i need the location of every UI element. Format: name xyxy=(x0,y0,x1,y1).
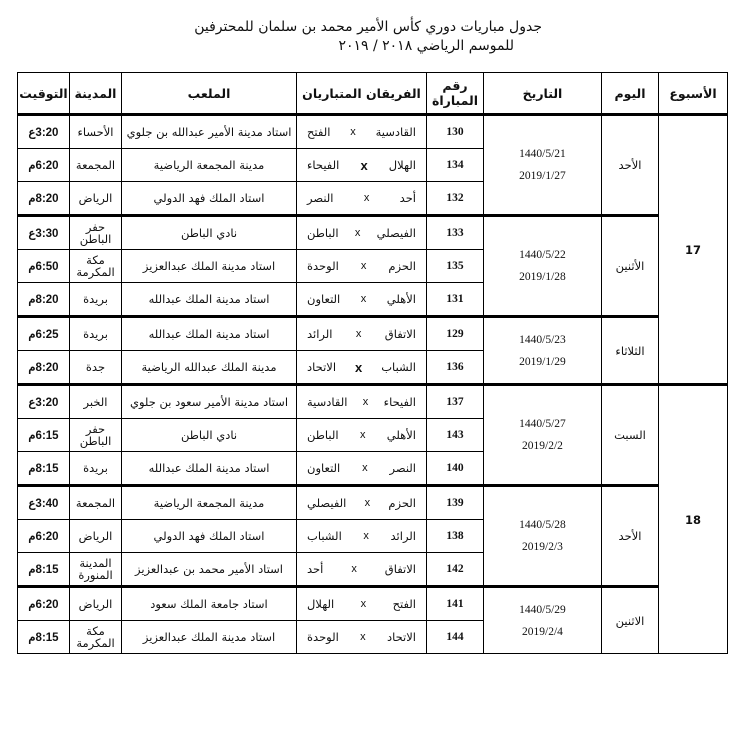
team-home: الرائد xyxy=(390,529,416,543)
team-away: التعاون xyxy=(307,461,341,475)
teams-cell xyxy=(297,250,427,283)
teams-cell xyxy=(297,216,427,250)
day-cell: الأثنين xyxy=(602,216,659,317)
team-away: الوحدة xyxy=(307,259,339,273)
stadium-cell: استاد جامعة الملك سعود xyxy=(122,587,297,621)
hijri-date: 1440/5/29 xyxy=(519,603,566,616)
header-row xyxy=(18,73,728,115)
team-home: الأهلي xyxy=(386,292,416,306)
team-home: الأهلي xyxy=(386,428,416,442)
stadium-cell: استاد مدينة الأمير سعود بن جلوي xyxy=(122,385,297,419)
city-cell: بريدة xyxy=(70,317,122,351)
teams-cell xyxy=(297,351,427,385)
teams-cell xyxy=(297,385,427,419)
stadium-cell: مدينة المجمعة الرياضية xyxy=(122,486,297,520)
teams-cell xyxy=(297,553,427,587)
team-away: الوحدة xyxy=(307,630,339,644)
teams-cell xyxy=(297,486,427,520)
match-number: 134 xyxy=(427,149,484,182)
time-cell: 6:20م xyxy=(18,520,70,553)
city-cell: المجمعة xyxy=(70,486,122,520)
city-cell: حفر الباطن xyxy=(70,216,122,250)
city-cell: المدينة المنورة xyxy=(70,553,122,587)
title-block xyxy=(0,18,733,56)
table-row xyxy=(18,115,728,149)
time-cell: 3:20ع xyxy=(18,115,70,149)
time-cell: 8:15م xyxy=(18,452,70,486)
teams-cell xyxy=(297,115,427,149)
date-cell xyxy=(484,587,602,654)
stadium-cell: استاد مدينة الملك عبدالله xyxy=(122,452,297,486)
day-cell: الأحد xyxy=(602,115,659,216)
header-match-no: رقم المباراة xyxy=(427,73,484,115)
team-away: القادسية xyxy=(307,395,348,409)
team-home: الهلال xyxy=(388,158,416,172)
stadium-cell: استاد مدينة الأمير عبدالله بن جلوي xyxy=(122,115,297,149)
header-city: المدينة xyxy=(70,73,122,115)
team-away: أحد xyxy=(307,562,324,576)
team-home: الفتح xyxy=(392,597,416,611)
table-row xyxy=(18,486,728,520)
city-cell: الرياض xyxy=(70,182,122,216)
team-home: الشباب xyxy=(381,360,416,374)
time-cell: 6:20م xyxy=(18,587,70,621)
time-cell: 6:25م xyxy=(18,317,70,351)
header-date: التاريخ xyxy=(484,73,602,115)
match-number: 144 xyxy=(427,621,484,654)
stadium-cell: مدينة الملك عبدالله الرياضية xyxy=(122,351,297,385)
match-number: 136 xyxy=(427,351,484,385)
teams-cell xyxy=(297,182,427,216)
time-cell: 8:20م xyxy=(18,182,70,216)
versus-mark: x xyxy=(359,429,366,441)
team-away: الفيحاء xyxy=(307,158,340,172)
team-away: النصر xyxy=(307,191,334,205)
versus-mark: x xyxy=(362,396,369,408)
city-cell: المجمعة xyxy=(70,149,122,182)
team-away: التعاون xyxy=(307,292,341,306)
versus-mark: x xyxy=(363,192,370,204)
teams-cell xyxy=(297,317,427,351)
versus-mark: x xyxy=(355,359,363,375)
match-number: 140 xyxy=(427,452,484,486)
teams-cell xyxy=(297,621,427,654)
hijri-date: 1440/5/22 xyxy=(519,249,566,261)
stadium-cell: استاد الملك فهد الدولي xyxy=(122,520,297,553)
header-week: الأسبوع xyxy=(659,73,728,115)
versus-mark: x xyxy=(360,260,367,272)
day-cell: الثلاثاء xyxy=(602,317,659,385)
week-cell: 18 xyxy=(659,385,728,654)
time-cell: 8:20م xyxy=(18,283,70,317)
gregorian-date: 2019/2/2 xyxy=(522,440,563,452)
stadium-cell: استاد مدينة الملك عبدالله xyxy=(122,317,297,351)
date-cell xyxy=(484,486,602,587)
versus-mark: x xyxy=(360,293,367,305)
city-cell: بريدة xyxy=(70,452,122,486)
day-cell: الأحد xyxy=(602,486,659,587)
week-cell: 17 xyxy=(659,115,728,385)
versus-mark: x xyxy=(362,462,368,474)
stadium-cell: استاد مدينة الملك عبدالعزيز xyxy=(122,621,297,654)
city-cell: مكة المكرمة xyxy=(70,250,122,283)
time-cell: 6:15م xyxy=(18,419,70,452)
team-away: الهلال xyxy=(307,597,335,611)
stadium-cell: استاد الملك فهد الدولي xyxy=(122,182,297,216)
time-cell: 6:50م xyxy=(18,250,70,283)
team-away: الرائد xyxy=(307,327,333,341)
versus-mark: x xyxy=(355,328,362,340)
match-number: 143 xyxy=(427,419,484,452)
team-home: الفيصلي xyxy=(376,226,416,240)
date-cell xyxy=(484,216,602,317)
team-home: الفيحاء xyxy=(383,395,416,409)
page-title: جدول مباريات دوري كأس الأمير محمد بن سلمان للمحترفين xyxy=(194,19,542,35)
city-cell: حفر الباطن xyxy=(70,419,122,452)
gregorian-date: 2019/2/3 xyxy=(522,541,563,553)
stadium-cell: مدينة المجمعة الرياضية xyxy=(122,149,297,182)
time-cell: 8:15م xyxy=(18,621,70,654)
hijri-date: 1440/5/27 xyxy=(519,418,566,430)
time-cell: 3:30ع xyxy=(18,216,70,250)
versus-mark: x xyxy=(350,126,356,138)
day-cell: الاثنين xyxy=(602,587,659,654)
time-cell: 3:20ع xyxy=(18,385,70,419)
versus-mark: x xyxy=(360,631,366,643)
match-number: 131 xyxy=(427,283,484,317)
versus-mark: x xyxy=(360,598,367,610)
hijri-date: 1440/5/28 xyxy=(519,519,566,531)
match-number: 133 xyxy=(427,216,484,250)
gregorian-date: 2019/1/27 xyxy=(519,170,566,182)
team-away: الاتحاد xyxy=(307,360,337,374)
date-cell xyxy=(484,317,602,385)
match-number: 129 xyxy=(427,317,484,351)
header-teams: الفريقان المتباريان xyxy=(297,73,427,115)
match-number: 130 xyxy=(427,115,484,149)
versus-mark: x xyxy=(351,563,357,575)
team-away: الباطن xyxy=(307,428,339,442)
match-number: 137 xyxy=(427,385,484,419)
stadium-cell: استاد الأمير محمد بن عبدالعزيز xyxy=(122,553,297,587)
page-subtitle: للموسم الرياضي ٢٠١٨ / ٢٠١٩ xyxy=(338,38,514,54)
versus-mark: x xyxy=(360,157,368,173)
match-number: 132 xyxy=(427,182,484,216)
table-row xyxy=(18,587,728,621)
stadium-cell: استاد مدينة الملك عبدالعزيز xyxy=(122,250,297,283)
team-away: الفتح xyxy=(307,125,331,139)
city-cell: الخبر xyxy=(70,385,122,419)
match-number: 141 xyxy=(427,587,484,621)
stadium-cell: نادي الباطن xyxy=(122,216,297,250)
team-home: القادسية xyxy=(375,125,416,139)
day-cell: السبت xyxy=(602,385,659,486)
team-home: الاتفاق xyxy=(384,562,416,576)
team-home: الحزم xyxy=(388,259,416,273)
match-number: 135 xyxy=(427,250,484,283)
table-row xyxy=(18,385,728,419)
team-home: الاتحاد xyxy=(386,630,416,644)
gregorian-date: 2019/2/4 xyxy=(522,625,563,638)
match-number: 139 xyxy=(427,486,484,520)
time-cell: 3:40ع xyxy=(18,486,70,520)
gregorian-date: 2019/1/29 xyxy=(519,355,566,368)
team-home: الاتفاق xyxy=(384,327,416,341)
stadium-cell: نادي الباطن xyxy=(122,419,297,452)
date-cell xyxy=(484,385,602,486)
gregorian-date: 2019/1/28 xyxy=(519,271,566,283)
hijri-date: 1440/5/21 xyxy=(519,148,566,160)
team-home: النصر xyxy=(389,461,416,475)
city-cell: بريدة xyxy=(70,283,122,317)
versus-mark: x xyxy=(354,227,361,239)
team-away: الشباب xyxy=(307,529,342,543)
versus-mark: x xyxy=(363,530,369,542)
city-cell: جدة xyxy=(70,351,122,385)
table-row xyxy=(18,216,728,250)
time-cell: 8:20م xyxy=(18,351,70,385)
city-cell: الرياض xyxy=(70,587,122,621)
stadium-cell: استاد مدينة الملك عبدالله xyxy=(122,283,297,317)
match-number: 142 xyxy=(427,553,484,587)
teams-cell xyxy=(297,452,427,486)
schedule-table xyxy=(17,72,728,654)
teams-cell xyxy=(297,283,427,317)
teams-cell xyxy=(297,520,427,553)
header-day: اليوم xyxy=(602,73,659,115)
time-cell: 8:15م xyxy=(18,553,70,587)
city-cell: الأحساء xyxy=(70,115,122,149)
date-cell xyxy=(484,115,602,216)
match-number: 138 xyxy=(427,520,484,553)
hijri-date: 1440/5/23 xyxy=(519,333,566,346)
team-away: الباطن xyxy=(307,226,339,240)
time-cell: 6:20م xyxy=(18,149,70,182)
city-cell: الرياض xyxy=(70,520,122,553)
team-home: الحزم xyxy=(388,496,416,510)
header-time: التوقيت xyxy=(18,73,70,115)
header-stadium: الملعب xyxy=(122,73,297,115)
city-cell: مكة المكرمة xyxy=(70,621,122,654)
team-home: أحد xyxy=(399,191,416,205)
teams-cell xyxy=(297,587,427,621)
teams-cell xyxy=(297,149,427,182)
teams-cell xyxy=(297,419,427,452)
table-row xyxy=(18,317,728,351)
team-away: الفيصلي xyxy=(307,496,347,510)
versus-mark: x xyxy=(364,497,371,509)
